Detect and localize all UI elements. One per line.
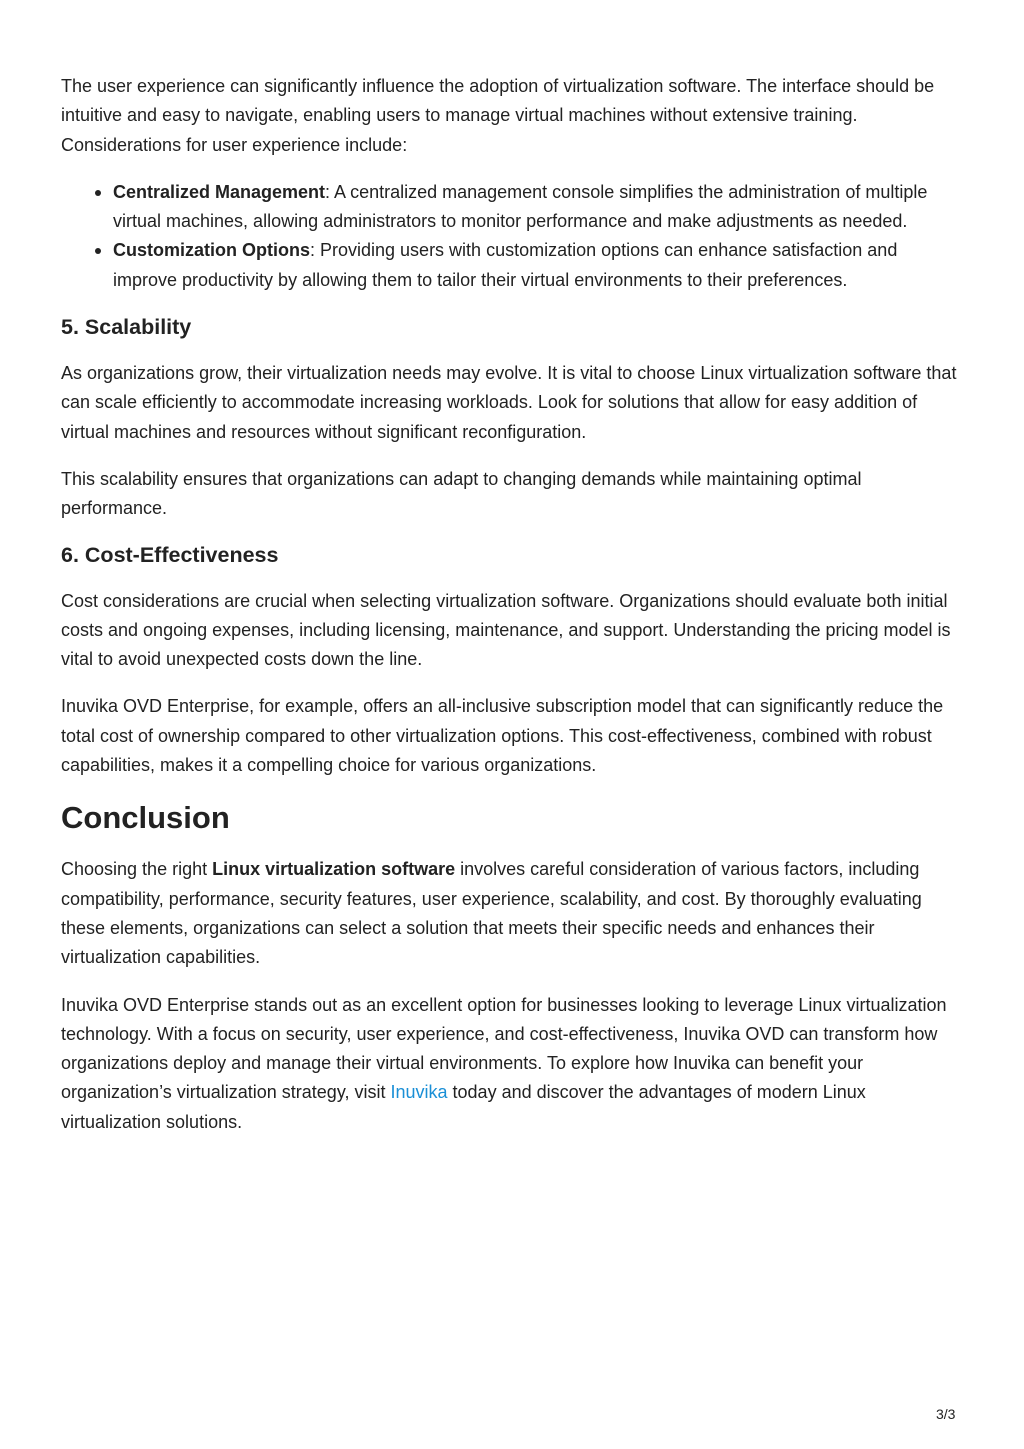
- page-number: 3/3: [936, 1406, 956, 1422]
- ux-intro-paragraph: The user experience can significantly influence the adoption of virtualization software. The interface should be intuitive and easy to navigate, enabling users to manage virtual machines without extensive training. Considerations for user experience include:: [61, 76, 935, 155]
- list-item: [113, 236, 966, 295]
- cost-paragraph-2: Inuvika OVD Enterprise, for example, offers an all-inclusive subscription model that can significantly reduce the total cost of ownership compared to other virtualization options. This cost-effectiveness, combined with robust capabilities, makes it a compelling choice for various organizations.: [61, 696, 944, 776]
- list-item-term: Centralized Management: [113, 181, 326, 202]
- ux-considerations-list: [61, 178, 966, 295]
- document-content: [61, 72, 966, 1155]
- scalability-paragraph-2: This scalability ensures that organizations can adapt to changing demands while maintaining optimal performance.: [61, 468, 862, 519]
- list-item-term: Customization Options: [113, 240, 310, 261]
- list-item-text: : Providing users with customization options can enhance satisfaction and improve productivity by allowing them to tailor their virtual environments to their preferences.: [113, 240, 898, 290]
- conclusion-text: involves careful consideration of various factors, including compatibility, performance, security features, user experience, scalability, and cost. By thoroughly evaluating these elements, organizations can select a solution that meets their specific needs and enhances their virtualization capabilities.: [61, 859, 922, 968]
- scalability-paragraph-1: As organizations grow, their virtualization needs may evolve. It is vital to choose Linux virtualization software that can scale efficiently to accommodate increasing workloads. Look for solutions that allow for easy addition of virtual machines and resources without significant reconfiguration.: [61, 363, 957, 442]
- inuvika-link[interactable]: Inuvika: [390, 1082, 448, 1103]
- conclusion-heading: Conclusion: [61, 800, 230, 836]
- conclusion-text: Choosing the right: [61, 859, 213, 880]
- section-heading-cost: 6. Cost-Effectiveness: [61, 542, 279, 567]
- conclusion-text: today and discover the advantages of modern Linux virtualization solutions.: [61, 1082, 866, 1132]
- conclusion-paragraph-1: [61, 855, 966, 972]
- section-heading-scalability: 5. Scalability: [61, 315, 192, 340]
- list-item: [113, 178, 966, 237]
- conclusion-paragraph-2: [61, 991, 966, 1137]
- conclusion-text: Inuvika OVD Enterprise stands out as an excellent option for businesses looking to leverage Linux virtualization technology. With a focus on security, user experience, and cost-effectiveness, Inuvika OVD can transform how organizations deploy and manage their virtual environments. To explore how Inuvika can benefit your organization’s virtualization strategy, visit: [61, 994, 947, 1103]
- conclusion-bold-term: Linux virtualization software: [212, 859, 456, 880]
- list-item-text: : A centralized management console simplifies the administration of multiple virtual machines, allowing administrators to monitor performance and make adjustments as needed.: [113, 181, 928, 232]
- cost-paragraph-1: Cost considerations are crucial when selecting virtualization software. Organizations should evaluate both initial costs and ongoing expenses, including licensing, maintenance, and support. Understanding the pricing model is vital to avoid unexpected costs down the line.: [61, 590, 951, 670]
